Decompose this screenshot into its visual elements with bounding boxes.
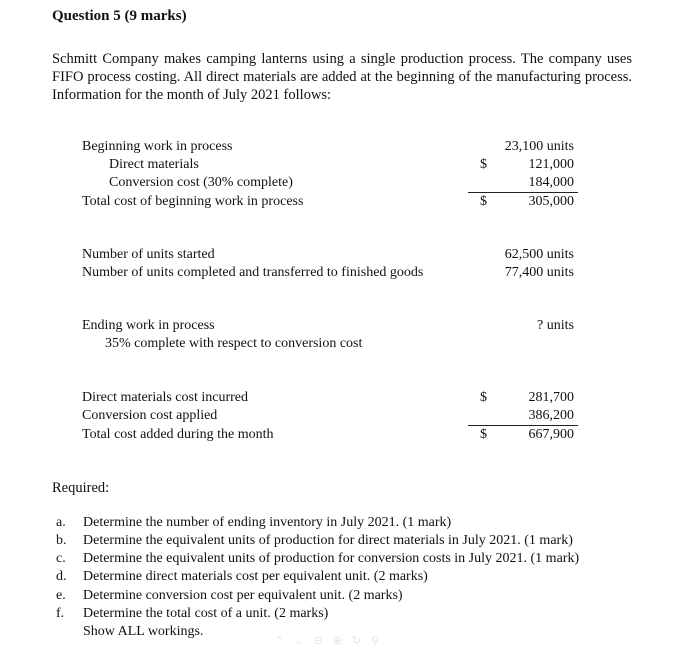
list-item-text: Determine the number of ending inventory in July 2021. (1 mark) bbox=[83, 515, 452, 530]
list-item-letter: b. bbox=[56, 533, 67, 548]
costs-total-value: 667,900 bbox=[528, 427, 574, 442]
list-item-letter: e. bbox=[56, 588, 66, 603]
zoom-in-icon[interactable]: ⊕ bbox=[332, 633, 342, 647]
list-item-letter: c. bbox=[56, 551, 66, 566]
question-title: Question 5 (9 marks) bbox=[52, 8, 187, 24]
list-item-text: Determine the equivalent units of production for conversion costs in July 2021. (1 mark) bbox=[83, 551, 580, 566]
search-icon[interactable]: ⚲ bbox=[371, 633, 380, 647]
required-heading: Required: bbox=[52, 480, 110, 496]
costs-total-rule bbox=[468, 425, 578, 426]
costs-dm-value: 281,700 bbox=[528, 390, 574, 405]
beginning-wip-label: Beginning work in process bbox=[82, 139, 233, 154]
list-item-text: Determine direct materials cost per equivalent unit. (2 marks) bbox=[83, 569, 428, 584]
intro-paragraph: Schmitt Company makes camping lanterns using a single production process. The company uses FIFO process costing. All direct materials are added at the beginning of the manufacturing process. Information for the month of July 2021 follows: bbox=[52, 51, 632, 103]
required-footer: Show ALL workings. bbox=[83, 624, 204, 639]
beginning-dm-label: Direct materials bbox=[109, 157, 199, 172]
costs-total-dollar: $ bbox=[480, 427, 487, 442]
rotate-icon[interactable]: ↻ bbox=[351, 633, 362, 647]
chevron-up-icon[interactable]: ⌃ bbox=[275, 633, 285, 647]
list-item-text: Determine the equivalent units of production for direct materials in July 2021. (1 mark) bbox=[83, 533, 573, 548]
beginning-total-label: Total cost of beginning work in process bbox=[82, 194, 304, 209]
viewer-toolbar[interactable] bbox=[275, 629, 505, 651]
beginning-cc-value: 184,000 bbox=[528, 175, 574, 190]
beginning-total-dollar: $ bbox=[480, 194, 487, 209]
zoom-out-icon[interactable]: ⊖ bbox=[313, 633, 323, 647]
beginning-dm-value: 121,000 bbox=[528, 157, 574, 172]
costs-total-label: Total cost added during the month bbox=[82, 427, 274, 442]
ending-wip-sub-label: 35% complete with respect to conversion cost bbox=[105, 336, 363, 351]
beginning-total-value: 305,000 bbox=[528, 194, 574, 209]
units-completed-label: Number of units completed and transferred to finished goods bbox=[82, 265, 424, 280]
ending-wip-value: ? units bbox=[537, 318, 574, 333]
beginning-total-rule bbox=[468, 192, 578, 193]
list-item-text: Determine the total cost of a unit. (2 marks) bbox=[83, 606, 329, 621]
costs-dm-label: Direct materials cost incurred bbox=[82, 390, 248, 405]
list-item-letter: d. bbox=[56, 569, 67, 584]
list-item-letter: a. bbox=[56, 515, 66, 530]
beginning-dm-dollar: $ bbox=[480, 157, 487, 172]
costs-cc-value: 386,200 bbox=[528, 408, 574, 423]
chevron-down-icon[interactable]: ⌄ bbox=[294, 633, 304, 647]
list-item-text: Determine conversion cost per equivalent unit. (2 marks) bbox=[83, 588, 403, 603]
beginning-wip-units: 23,100 units bbox=[504, 139, 574, 154]
units-completed-value: 77,400 units bbox=[504, 265, 574, 280]
costs-cc-label: Conversion cost applied bbox=[82, 408, 218, 423]
units-started-label: Number of units started bbox=[82, 247, 215, 262]
ending-wip-label: Ending work in process bbox=[82, 318, 215, 333]
units-started-value: 62,500 units bbox=[504, 247, 574, 262]
list-item-letter: f. bbox=[56, 606, 65, 621]
costs-dm-dollar: $ bbox=[480, 390, 487, 405]
beginning-cc-label: Conversion cost (30% complete) bbox=[109, 175, 293, 190]
